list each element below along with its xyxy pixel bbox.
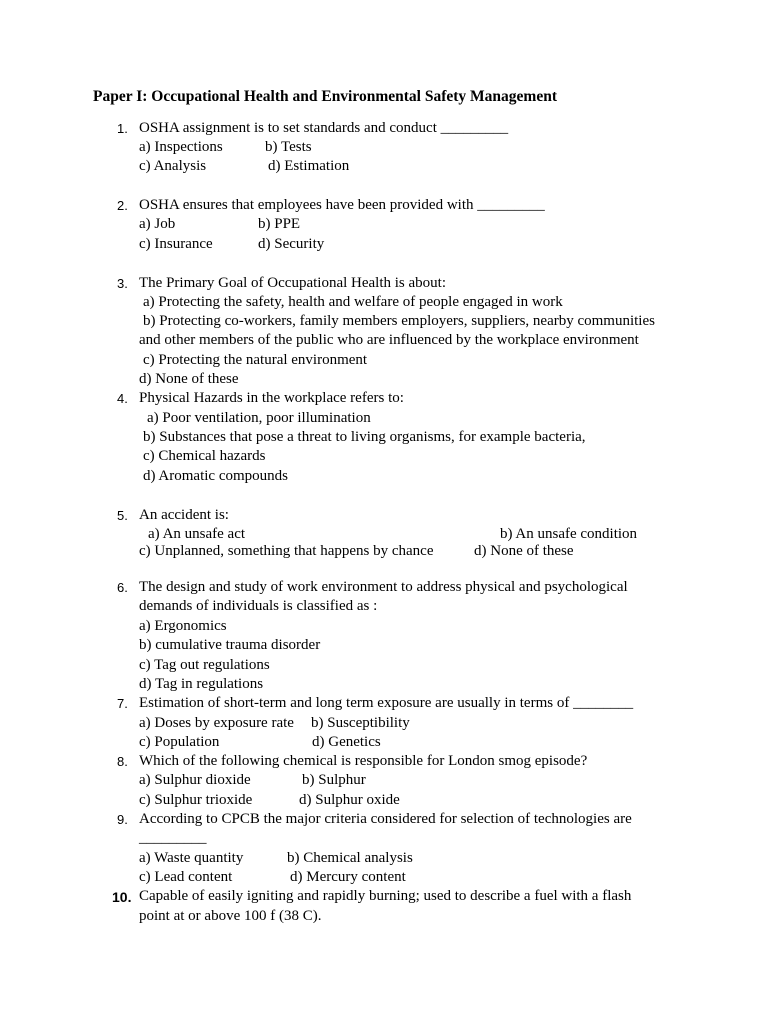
question-text-continued: demands of individuals is classified as :: [139, 598, 378, 614]
question-number: 6.: [117, 580, 128, 595]
option-a: a) Sulphur dioxide: [139, 772, 251, 788]
question-text-continued: point at or above 100 f (38 C).: [139, 908, 322, 924]
option-a: a) Job: [139, 216, 176, 232]
question-text: Estimation of short-term and long term exposure are usually in terms of ________: [139, 695, 634, 711]
question-blank: _________: [139, 830, 207, 846]
option-d: d) None of these: [474, 543, 574, 559]
option-a: a) Protecting the safety, health and welfare of people engaged in work: [143, 294, 563, 310]
question-number: 10.: [112, 889, 132, 905]
option-a: a) Poor ventilation, poor illumination: [147, 410, 371, 426]
question-number: 3.: [117, 276, 128, 291]
option-d: d) Estimation: [268, 158, 350, 174]
option-a: a) An unsafe act: [148, 526, 246, 542]
question-text: An accident is:: [139, 507, 229, 523]
option-d: d) Mercury content: [290, 869, 406, 885]
option-b: b) Chemical analysis: [287, 850, 413, 866]
question-number: 7.: [117, 696, 128, 711]
question-text: The design and study of work environment to address physical and psychological: [139, 579, 628, 595]
question-text: Which of the following chemical is responsible for London smog episode?: [139, 753, 588, 769]
option-a: a) Inspections: [139, 139, 223, 155]
option-a: a) Waste quantity: [139, 850, 244, 866]
option-c: c) Population: [139, 734, 220, 750]
option-c: c) Insurance: [139, 236, 213, 252]
option-d: d) Genetics: [312, 734, 381, 750]
option-a: a) Doses by exposure rate: [139, 715, 294, 731]
option-c: c) Lead content: [139, 869, 233, 885]
question-text: OSHA assignment is to set standards and conduct _________: [139, 120, 509, 136]
option-d: d) Tag in regulations: [139, 676, 264, 692]
option-c: c) Analysis: [139, 158, 207, 174]
option-b-continued: and other members of the public who are influenced by the workplace environment: [139, 332, 639, 348]
option-a: a) Ergonomics: [139, 618, 227, 634]
question-text: The Primary Goal of Occupational Health is about:: [139, 275, 446, 291]
question-number: 9.: [117, 812, 128, 827]
page-title: Paper I: Occupational Health and Environmental Safety Management: [93, 88, 557, 105]
option-d: d) Aromatic compounds: [143, 468, 288, 484]
question-number: 8.: [117, 754, 128, 769]
option-d: d) Sulphur oxide: [299, 792, 400, 808]
question-number: 4.: [117, 391, 128, 406]
question-number: 1.: [117, 121, 128, 136]
question-text: According to CPCB the major criteria considered for selection of technologies are: [139, 811, 632, 827]
option-b: b) Protecting co-workers, family members employers, suppliers, nearby communities: [143, 313, 655, 329]
question-number: 5.: [117, 508, 128, 523]
option-c: c) Protecting the natural environment: [143, 352, 368, 368]
option-b: b) cumulative trauma disorder: [139, 637, 321, 653]
option-c: c) Unplanned, something that happens by chance: [139, 543, 434, 559]
option-b: b) PPE: [258, 216, 301, 232]
option-b: b) Sulphur: [302, 772, 366, 788]
option-b: b) An unsafe condition: [500, 526, 638, 542]
option-d: d) None of these: [139, 371, 239, 387]
option-b: b) Susceptibility: [311, 715, 410, 731]
option-d: d) Security: [258, 236, 325, 252]
option-b: b) Tests: [265, 139, 312, 155]
option-c: c) Sulphur trioxide: [139, 792, 253, 808]
question-text: Capable of easily igniting and rapidly burning; used to describe a fuel with a flash: [139, 888, 632, 904]
option-c: c) Chemical hazards: [143, 448, 266, 464]
question-text: Physical Hazards in the workplace refers to:: [139, 390, 404, 406]
option-b: b) Substances that pose a threat to living organisms, for example bacteria,: [143, 429, 586, 445]
question-number: 2.: [117, 198, 128, 213]
option-c: c) Tag out regulations: [139, 657, 270, 673]
question-text: OSHA ensures that employees have been provided with _________: [139, 197, 545, 213]
